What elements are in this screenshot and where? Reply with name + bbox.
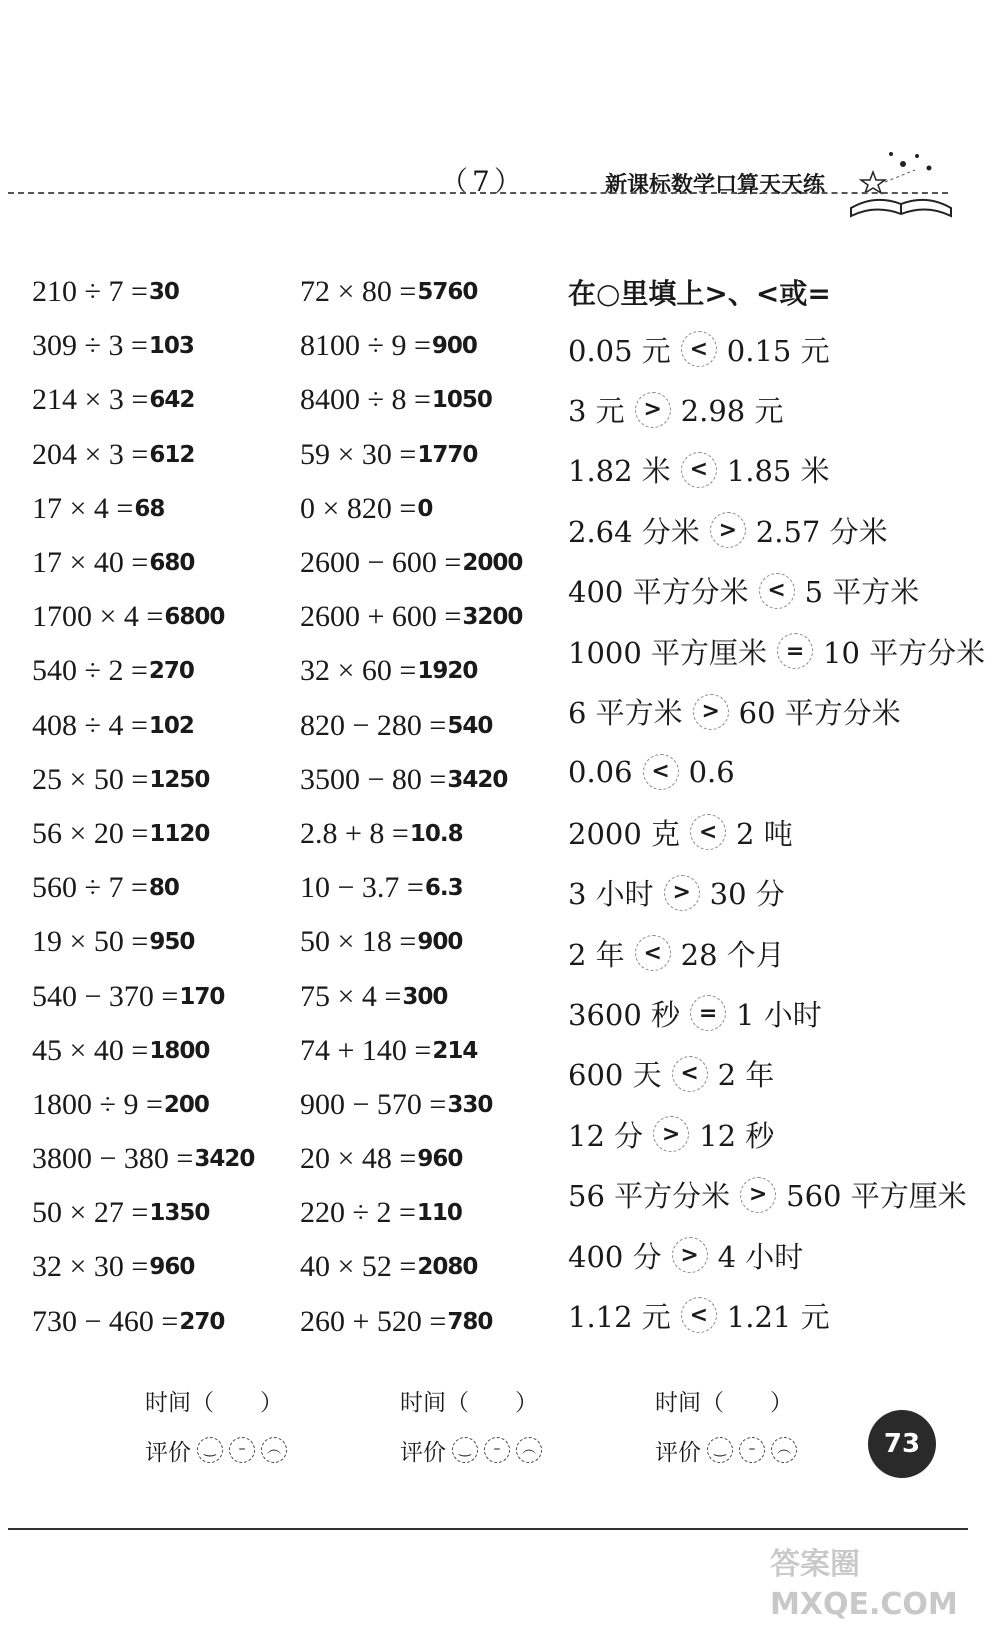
calc-expression: 3500 − 80 = — [300, 762, 447, 796]
compare-sign-circle[interactable]: > — [653, 1116, 689, 1152]
calc-expression: 8400 ÷ 8 = — [300, 383, 431, 417]
calc-expression: 72 × 80 = — [300, 275, 417, 309]
calc-expression: 260 + 520 = — [300, 1304, 447, 1338]
compare-row — [568, 1044, 985, 1104]
calc-row — [300, 1186, 522, 1240]
calc-row — [32, 373, 254, 427]
calc-answer: 102 — [148, 712, 194, 739]
compare-left: 2 年 — [568, 937, 625, 972]
calc-expression: 408 ÷ 4 = — [32, 708, 148, 742]
calc-expression: 540 ÷ 2 = — [32, 654, 148, 688]
compare-right: 12 秒 — [699, 1118, 775, 1153]
compare-row — [568, 863, 985, 923]
calc-expression: 204 × 3 = — [32, 437, 149, 471]
compare-sign-circle[interactable]: > — [664, 875, 700, 911]
left-calc-column — [32, 265, 254, 1349]
calc-row — [32, 1186, 254, 1240]
calc-expression: 214 × 3 = — [32, 383, 149, 417]
compare-left: 56 平方分米 — [568, 1179, 731, 1214]
calc-expression: 2600 + 600 = — [300, 600, 462, 634]
calc-answer: 200 — [163, 1091, 209, 1118]
compare-row — [568, 319, 985, 379]
calc-answer: 330 — [447, 1091, 493, 1118]
compare-sign-circle[interactable]: < — [690, 814, 726, 850]
compare-sign-circle[interactable]: < — [759, 573, 795, 609]
calc-row — [300, 590, 522, 644]
calc-expression: 56 × 20 = — [32, 816, 149, 850]
compare-right: 5 平方米 — [804, 575, 920, 610]
compare-row — [568, 923, 985, 983]
calc-expression: 900 − 570 = — [300, 1087, 447, 1121]
calc-answer: 80 — [148, 875, 179, 902]
compare-section — [568, 265, 985, 1346]
compare-left: 2.64 分米 — [568, 514, 700, 549]
calc-expression: 540 − 370 = — [32, 979, 179, 1013]
calc-answer: 110 — [416, 1200, 462, 1227]
calc-expression: 560 ÷ 7 = — [32, 871, 148, 905]
compare-left: 3 元 — [568, 394, 625, 429]
compare-left: 2000 克 — [568, 816, 681, 851]
calc-answer: 10.8 — [409, 820, 463, 847]
calc-expression: 59 × 30 = — [300, 437, 417, 471]
calc-row — [32, 1295, 254, 1349]
calc-row — [300, 969, 522, 1023]
calc-expression: 17 × 4 = — [32, 491, 134, 525]
calc-answer: 960 — [149, 1254, 195, 1281]
calc-expression: 8100 ÷ 9 = — [300, 329, 431, 363]
compare-row — [568, 500, 985, 560]
calc-row — [300, 1295, 522, 1349]
compare-left: 0.05 元 — [568, 333, 671, 368]
calc-row — [32, 861, 254, 915]
calc-answer: 900 — [431, 333, 477, 360]
compare-sign-circle[interactable]: > — [740, 1177, 776, 1213]
time-label: 时间（ ） — [655, 1389, 793, 1416]
compare-right: 2 吨 — [736, 816, 793, 851]
calc-row — [300, 644, 522, 698]
smile-face-icon: ‿ — [707, 1437, 733, 1463]
calc-row — [300, 807, 522, 861]
calc-row — [32, 969, 254, 1023]
compare-right: 1.21 元 — [726, 1299, 830, 1334]
calc-row — [32, 482, 254, 536]
calc-row — [32, 699, 254, 753]
compare-right: 30 分 — [709, 877, 785, 912]
calc-answer: 2080 — [417, 1254, 478, 1281]
sad-face-icon: ︵ — [261, 1437, 287, 1463]
evaluation-block-3 — [655, 1375, 797, 1475]
calc-row — [32, 807, 254, 861]
neutral-face-icon: – — [739, 1437, 765, 1463]
compare-right: 0.15 元 — [726, 333, 830, 368]
calc-row — [300, 699, 522, 753]
calc-answer: 1920 — [417, 658, 478, 685]
calc-answer: 612 — [149, 441, 195, 468]
compare-right: 2.57 分米 — [755, 514, 888, 549]
calc-expression: 45 × 40 = — [32, 1033, 149, 1067]
calc-expression: 32 × 30 = — [32, 1250, 149, 1284]
calc-expression: 19 × 50 = — [32, 925, 149, 959]
compare-left: 1.12 元 — [568, 1299, 671, 1334]
evaluation-block-2 — [400, 1375, 542, 1475]
calc-expression: 32 × 60 = — [300, 654, 417, 688]
calc-answer: 103 — [148, 333, 194, 360]
calc-expression: 0 × 820 = — [300, 491, 417, 525]
calc-row — [32, 536, 254, 590]
compare-left: 3 小时 — [568, 877, 654, 912]
compare-row — [568, 621, 985, 681]
compare-right: 4 小时 — [717, 1239, 804, 1274]
compare-sign-circle[interactable]: < — [643, 754, 679, 790]
compare-right: 560 平方厘米 — [786, 1179, 967, 1214]
compare-left: 12 分 — [568, 1118, 644, 1153]
sad-face-icon: ︵ — [771, 1437, 797, 1463]
compare-sign-circle[interactable]: > — [635, 392, 671, 428]
calc-row — [300, 319, 522, 373]
calc-answer: 2000 — [462, 550, 523, 577]
rating-label: 评价 — [400, 1439, 446, 1466]
compare-right: 2.98 元 — [680, 394, 784, 429]
time-label: 时间（ ） — [145, 1389, 283, 1416]
smile-face-icon: ‿ — [197, 1437, 223, 1463]
sad-face-icon: ︵ — [516, 1437, 542, 1463]
compare-right: 28 个月 — [680, 937, 785, 972]
compare-row — [568, 742, 985, 802]
calc-expression: 1700 × 4 = — [32, 600, 164, 634]
calc-expression: 50 × 27 = — [32, 1196, 149, 1230]
calc-row — [300, 373, 522, 427]
calc-expression: 730 − 460 = — [32, 1304, 179, 1338]
calc-answer: 1050 — [431, 387, 492, 414]
compare-sign-circle[interactable]: < — [681, 1297, 717, 1333]
calc-row — [32, 1078, 254, 1132]
calc-answer: 214 — [432, 1037, 478, 1064]
compare-sign-circle[interactable]: < — [681, 452, 717, 488]
calc-expression: 3800 − 380 = — [32, 1142, 194, 1176]
calc-answer: 6800 — [164, 604, 225, 631]
compare-row — [568, 1225, 985, 1285]
calc-row — [32, 319, 254, 373]
rating-label: 评价 — [145, 1439, 191, 1466]
calc-expression: 10 − 3.7 = — [300, 871, 424, 905]
calc-row — [300, 1240, 522, 1294]
calc-expression: 309 ÷ 3 = — [32, 329, 148, 363]
middle-calc-column — [300, 265, 522, 1349]
compare-left: 400 平方分米 — [568, 575, 749, 610]
rating-label: 评价 — [655, 1439, 701, 1466]
calc-row — [300, 861, 522, 915]
compare-right: 0.6 — [688, 754, 735, 789]
calc-row — [32, 428, 254, 482]
calc-row — [32, 644, 254, 698]
compare-sign-circle[interactable]: > — [710, 512, 746, 548]
compare-right: 10 平方分米 — [823, 635, 986, 670]
compare-sign-circle[interactable]: = — [777, 633, 813, 669]
compare-left: 1.82 米 — [568, 454, 671, 489]
smile-face-icon: ‿ — [452, 1437, 478, 1463]
compare-left: 6 平方米 — [568, 696, 683, 731]
calc-answer: 642 — [149, 387, 195, 414]
calc-expression: 220 ÷ 2 = — [300, 1196, 416, 1230]
calc-expression: 50 × 18 = — [300, 925, 417, 959]
page-number-badge: 73 — [868, 1410, 936, 1478]
calc-row — [300, 1078, 522, 1132]
calc-row — [300, 265, 522, 319]
calc-answer: 540 — [447, 712, 493, 739]
calc-row — [32, 1132, 254, 1186]
calc-answer: 680 — [149, 550, 195, 577]
compare-row — [568, 1285, 985, 1345]
compare-right: 60 平方分米 — [738, 696, 901, 731]
calc-row — [300, 428, 522, 482]
calc-expression: 1800 ÷ 9 = — [32, 1087, 163, 1121]
calc-row — [300, 753, 522, 807]
calc-row — [32, 1024, 254, 1078]
calc-expression: 20 × 48 = — [300, 1142, 417, 1176]
compare-row — [568, 681, 985, 741]
compare-left: 0.06 — [568, 754, 633, 789]
calc-row — [32, 753, 254, 807]
compare-left: 400 分 — [568, 1239, 662, 1274]
compare-right: 1 小时 — [736, 997, 822, 1032]
calc-answer: 300 — [402, 983, 448, 1010]
calc-expression: 75 × 4 = — [300, 979, 402, 1013]
calc-answer: 1350 — [149, 1200, 210, 1227]
compare-sign-circle[interactable]: > — [693, 694, 729, 730]
calc-answer: 5760 — [417, 279, 478, 306]
calc-expression: 2600 − 600 = — [300, 546, 462, 580]
calc-answer: 30 — [148, 279, 179, 306]
calc-answer: 170 — [179, 983, 225, 1010]
calc-expression: 74 + 140 = — [300, 1033, 432, 1067]
header-section-number: （7） — [440, 165, 526, 198]
calc-answer: 1800 — [149, 1037, 210, 1064]
header-title: 新课标数学口算天天练 — [605, 173, 826, 198]
compare-left: 1000 平方厘米 — [568, 635, 768, 670]
compare-sign-circle[interactable]: < — [635, 935, 671, 971]
calc-answer: 960 — [417, 1146, 463, 1173]
calc-row — [300, 915, 522, 969]
time-label: 时间（ ） — [400, 1389, 538, 1416]
calc-row — [300, 536, 522, 590]
neutral-face-icon: – — [229, 1437, 255, 1463]
compare-sign-circle[interactable]: > — [672, 1237, 708, 1273]
compare-row — [568, 983, 985, 1043]
calc-row — [300, 1024, 522, 1078]
calc-expression: 40 × 52 = — [300, 1250, 417, 1284]
compare-row — [568, 1164, 985, 1224]
calc-answer: 1250 — [149, 766, 210, 793]
compare-row — [568, 440, 985, 500]
calc-expression: 820 − 280 = — [300, 708, 447, 742]
calc-expression: 2.8 + 8 = — [300, 816, 409, 850]
calc-row — [300, 482, 522, 536]
calc-answer: 1120 — [149, 820, 210, 847]
calc-answer: 6.3 — [424, 875, 463, 902]
calc-answer: 3420 — [447, 766, 508, 793]
compare-left: 3600 秒 — [568, 997, 681, 1032]
calc-answer: 780 — [447, 1308, 493, 1335]
calc-answer: 3200 — [462, 604, 523, 631]
compare-sign-circle[interactable]: = — [690, 995, 726, 1031]
compare-row — [568, 379, 985, 439]
compare-row — [568, 802, 985, 862]
compare-sign-circle[interactable]: < — [672, 1056, 708, 1092]
calc-expression: 17 × 40 = — [32, 546, 149, 580]
calc-answer: 1770 — [417, 441, 478, 468]
calc-row — [32, 265, 254, 319]
calc-row — [32, 1240, 254, 1294]
header-rule — [8, 192, 948, 194]
calc-answer: 900 — [417, 929, 463, 956]
compare-right: 2 年 — [717, 1058, 775, 1093]
watermark-text: 答案圈 MXQE.COM — [770, 1547, 958, 1622]
footer-rule — [8, 1528, 968, 1530]
compare-right: 1.85 米 — [726, 454, 830, 489]
calc-answer: 3420 — [194, 1146, 255, 1173]
calc-answer: 0 — [417, 495, 433, 522]
compare-instruction: 在○里填上>、<或= — [568, 277, 831, 310]
calc-expression: 25 × 50 = — [32, 762, 149, 796]
evaluation-block-1 — [145, 1375, 287, 1475]
calc-answer: 270 — [148, 658, 194, 685]
compare-left: 600 天 — [568, 1058, 662, 1093]
calc-expression: 210 ÷ 7 = — [32, 275, 148, 309]
compare-row — [568, 561, 985, 621]
neutral-face-icon: – — [484, 1437, 510, 1463]
calc-row — [32, 915, 254, 969]
calc-answer: 68 — [134, 495, 165, 522]
calc-row — [32, 590, 254, 644]
compare-row — [568, 1104, 985, 1164]
calc-row — [300, 1132, 522, 1186]
compare-sign-circle[interactable]: < — [681, 331, 717, 367]
calc-answer: 270 — [179, 1308, 225, 1335]
book-star-icon — [845, 142, 957, 218]
calc-answer: 950 — [149, 929, 195, 956]
